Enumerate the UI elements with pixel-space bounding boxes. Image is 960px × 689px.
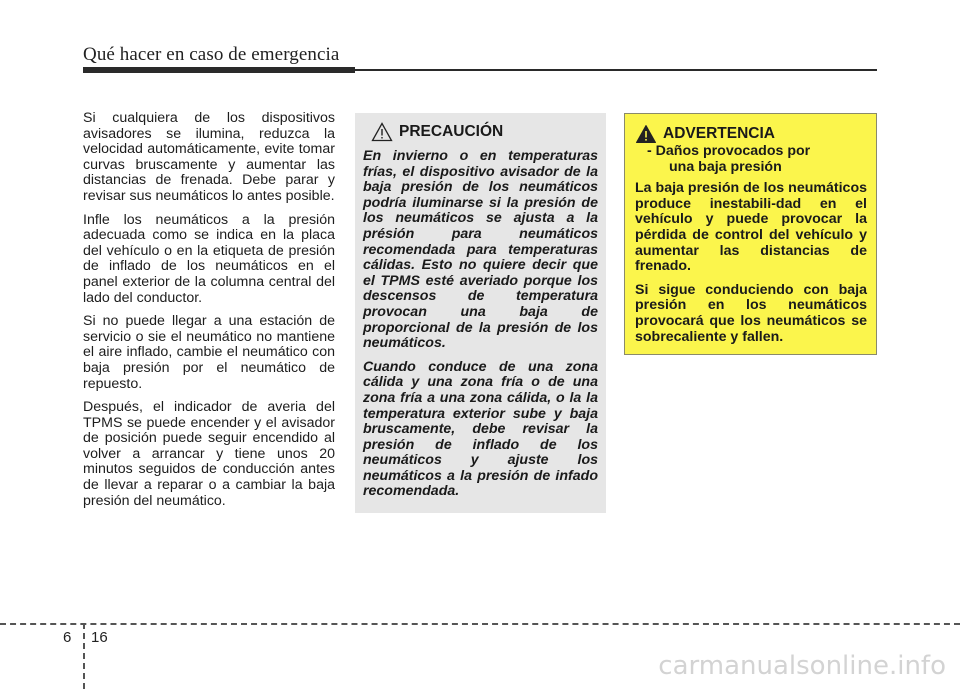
body-paragraph: Infle los neumáticos a la presión adecuada como se indica en la placa del vehículo o en la etiqueta de presión de inflado de los neumáticos en el panel exterior de la columna central del lado del conductor. — [83, 211, 335, 306]
footer-dashed-rule — [0, 623, 960, 625]
warning-triangle-icon — [635, 124, 657, 144]
page-header-title: Qué hacer en caso de emergencia — [83, 44, 340, 65]
body-paragraph: Después, el indicador de averia del TPMS se puede encender y el avisador de posición puede seguir encendido al volver a arrancar y tiene unos 20 minutos seguidos de conducción antes de llevar a reparar o a cambiar la baja presión del neumático. — [83, 399, 335, 509]
warning-subtitle-line1: - Daños provocados por — [647, 143, 811, 159]
warning-subtitle-line2: una baja presión — [669, 158, 782, 175]
warning-box — [624, 113, 877, 355]
footer-dashed-divider — [83, 623, 85, 689]
caution-paragraph: En invierno o en temperaturas frías, el dispositivo avisador de la baja presión de los neumáticos podría iluminarse si la presión de los neumáticos se ajusta a la présión para neumáticos recomendada para temperaturas cálidas. Esto no quiere decir que el TPMS esté averiado porque los descensos de temperatura provocan una baja de proporcional de la presión de los neumáticos. — [363, 148, 598, 352]
body-text-column — [83, 111, 335, 517]
caution-paragraph: Cuando conduce de una zona cálida y una zona fría o de una zona fría a una zona cálida, o la la temperatura exterior sube y baja bruscamente, debe revisar la presión de inflado de los neumáticos y ajuste los neumáticos a la presión de infado recomendada. — [363, 358, 598, 500]
watermark: carmanualsonline.info — [658, 651, 946, 681]
page-number: 16 — [91, 629, 108, 646]
warning-subtitle — [647, 144, 867, 175]
warning-header — [635, 124, 867, 144]
body-paragraph: Si no puede llegar a una estación de servicio o sie el neumático no mantiene el aire inflado, cambie el neumático con baja presión por el neumático de repuesto. — [83, 313, 335, 392]
body-paragraph: Si cualquiera de los dispositivos avisadores se ilumina, reduzca la velocidad automáticamente, evite tomar curvas bruscamente y aumentar las distancias de frenada. Debe parar y revisar sus neumáticos lo antes posible. — [83, 110, 335, 204]
caution-triangle-icon — [371, 122, 393, 142]
caution-box — [355, 113, 606, 513]
header-accent-bar — [83, 67, 355, 73]
caution-header — [371, 122, 598, 142]
chapter-number: 6 — [63, 629, 72, 646]
warning-paragraph: Si sigue conduciendo con baja presión en los neumáticos provocará que los neumáticos se sobrecaliente y fallen. — [635, 281, 867, 345]
header-rule — [355, 69, 877, 71]
warning-title: ADVERTENCIA — [663, 125, 775, 142]
caution-title: PRECAUCIÓN — [399, 123, 504, 140]
warning-paragraph: La baja presión de los neumáticos produce inestabili-dad en el vehículo y puede provocar la pérdida de control del vehículo y aumentar las distancias de frenado. — [635, 180, 867, 275]
